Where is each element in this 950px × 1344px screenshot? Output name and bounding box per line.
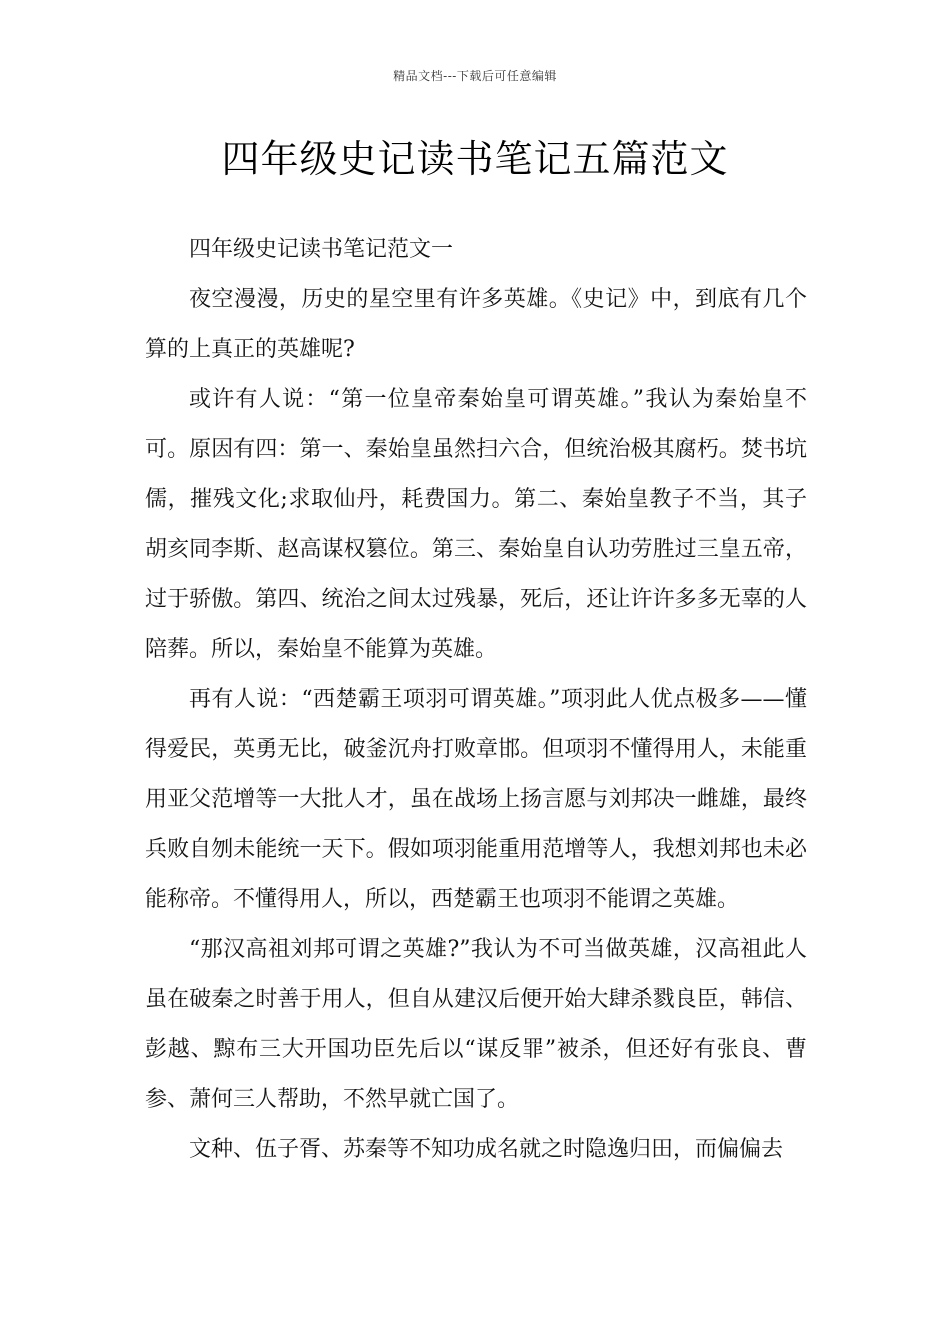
paragraph: 夜空漫漫，历史的星空里有许多英雄。《史记》中，到底有几个算的上真正的英雄呢? — [145, 287, 807, 362]
header-note: 精品文档---下载后可任意编辑 — [393, 69, 557, 83]
paragraph: 文种、伍子胥、苏秦等不知功成名就之时隐逸归田，而偏偏去 — [189, 1137, 784, 1162]
document-body — [145, 225, 807, 1175]
paragraph: 再有人说：“西楚霸王项羽可谓英雄。”项羽此人优点极多——懂得爱民，英勇无比，破釜沉舟打败章邯。但项羽不懂得用人，未能重用亚父范增等一大批人才，虽在战场上扬言愿与刘邦决一雌雄，最终兵败自刎未能统一天下。假如项羽能重用范增等人，我想刘邦也未必能称帝。不懂得用人，所以，西楚霸王也项羽不能谓之英雄。 — [145, 687, 807, 912]
section-heading: 四年级史记读书笔记范文一 — [189, 237, 454, 262]
paragraph: “那汉高祖刘邦可谓之英雄?”我认为不可当做英雄，汉高祖此人虽在破秦之时善于用人，但自从建汉后便开始大肆杀戮良臣，韩信、彭越、黥布三大开国功臣先后以“谋反罪”被杀，但还好有张良、曹参、萧何三人帮助，不然早就亡国了。 — [145, 937, 807, 1112]
paragraph: 或许有人说：“第一位皇帝秦始皇可谓英雄。”我认为秦始皇不可。原因有四：第一、秦始皇虽然扫六合，但统治极其腐朽。焚书坑儒，摧残文化;求取仙丹，耗费国力。第二、秦始皇教子不当，其子胡亥同李斯、赵高谋权篡位。第三、秦始皇自认功劳胜过三皇五帝，过于骄傲。第四、统治之间太过残暴，死后，还让许许多多无辜的人陪葬。所以，秦始皇不能算为英雄。 — [145, 387, 807, 662]
document-title: 四年级史记读书笔记五篇范文 — [221, 137, 729, 181]
